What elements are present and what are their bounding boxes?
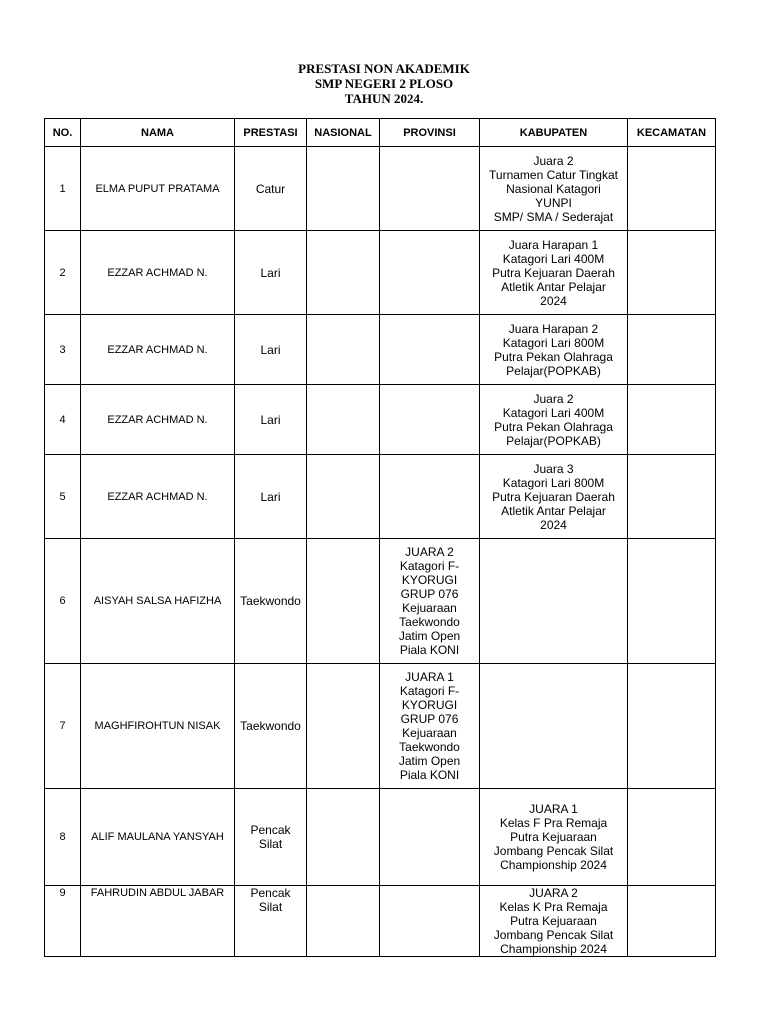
cell-kecamatan — [628, 385, 716, 455]
cell-nama: EZZAR ACHMAD N. — [81, 455, 235, 539]
table-row — [45, 664, 716, 789]
cell-no: 2 — [45, 231, 81, 315]
cell-kecamatan — [628, 147, 716, 231]
cell-kabupaten: Juara Harapan 2 Katagori Lari 800M Putra Pekan Olahraga Pelajar(POPKAB) — [480, 315, 628, 385]
title-line-3: TAHUN 2024. — [344, 91, 424, 106]
cell-nama: FAHRUDIN ABDUL JABAR — [81, 886, 235, 957]
cell-nama: AISYAH SALSA HAFIZHA — [81, 539, 235, 664]
cell-no: 1 — [45, 147, 81, 231]
achievements-table — [44, 118, 716, 957]
cell-nasional — [307, 315, 380, 385]
cell-nama: EZZAR ACHMAD N. — [81, 231, 235, 315]
col-header-provinsi: PROVINSI — [380, 119, 480, 147]
cell-provinsi — [380, 147, 480, 231]
cell-kabupaten — [480, 539, 628, 664]
cell-provinsi — [380, 315, 480, 385]
table-row — [45, 886, 716, 957]
cell-no: 5 — [45, 455, 81, 539]
cell-prestasi: Catur — [235, 147, 307, 231]
document-title — [0, 61, 768, 106]
cell-kabupaten: Juara 3 Katagori Lari 800M Putra Kejuaran Daerah Atletik Antar Pelajar 2024 — [480, 455, 628, 539]
col-header-nama: NAMA — [81, 119, 235, 147]
cell-no: 6 — [45, 539, 81, 664]
cell-nama: ELMA PUPUT PRATAMA — [81, 147, 235, 231]
table-row — [45, 231, 716, 315]
table-row — [45, 789, 716, 886]
cell-kabupaten — [480, 664, 628, 789]
cell-kecamatan — [628, 315, 716, 385]
cell-kecamatan — [628, 664, 716, 789]
cell-kabupaten: Juara 2 Turnamen Catur Tingkat Nasional Katagori YUNPI SMP/ SMA / Sederajat — [480, 147, 628, 231]
cell-prestasi: Lari — [235, 455, 307, 539]
cell-kecamatan — [628, 455, 716, 539]
cell-no: 4 — [45, 385, 81, 455]
col-header-prestasi: PRESTASI — [235, 119, 307, 147]
cell-nasional — [307, 539, 380, 664]
col-header-kecamatan: KECAMATAN — [628, 119, 716, 147]
cell-nasional — [307, 231, 380, 315]
cell-nasional — [307, 455, 380, 539]
cell-kabupaten: Juara 2 Katagori Lari 400M Putra Pekan Olahraga Pelajar(POPKAB) — [480, 385, 628, 455]
cell-prestasi: Lari — [235, 385, 307, 455]
table-header-row — [45, 119, 716, 147]
col-header-nasional: NASIONAL — [307, 119, 380, 147]
table-row — [45, 147, 716, 231]
cell-provinsi — [380, 789, 480, 886]
cell-kabupaten: JUARA 1 Kelas F Pra Remaja Putra Kejuaraan Jombang Pencak Silat Championship 2024 — [480, 789, 628, 886]
cell-provinsi — [380, 455, 480, 539]
cell-nasional — [307, 789, 380, 886]
cell-nasional — [307, 886, 380, 957]
cell-prestasi: Lari — [235, 315, 307, 385]
cell-provinsi — [380, 886, 480, 957]
cell-nasional — [307, 147, 380, 231]
cell-no: 9 — [45, 886, 81, 957]
cell-kabupaten: JUARA 2 Kelas K Pra Remaja Putra Kejuaraan Jombang Pencak Silat Championship 2024 — [480, 886, 628, 957]
cell-nama: ALIF MAULANA YANSYAH — [81, 789, 235, 886]
cell-kecamatan — [628, 539, 716, 664]
cell-nasional — [307, 385, 380, 455]
table-row — [45, 539, 716, 664]
cell-kecamatan — [628, 886, 716, 957]
cell-prestasi: Pencak Silat — [235, 789, 307, 886]
cell-kabupaten: Juara Harapan 1 Katagori Lari 400M Putra Kejuaran Daerah Atletik Antar Pelajar 2024 — [480, 231, 628, 315]
col-header-no: NO. — [45, 119, 81, 147]
cell-provinsi: JUARA 2 Katagori F- KYORUGI GRUP 076 Kejuaraan Taekwondo Jatim Open Piala KONI — [380, 539, 480, 664]
cell-prestasi: Taekwondo — [235, 664, 307, 789]
table-row — [45, 455, 716, 539]
cell-provinsi — [380, 231, 480, 315]
cell-provinsi: JUARA 1 Katagori F- KYORUGI GRUP 076 Kejuaraan Taekwondo Jatim Open Piala KONI — [380, 664, 480, 789]
cell-provinsi — [380, 385, 480, 455]
table-row — [45, 385, 716, 455]
cell-kecamatan — [628, 231, 716, 315]
title-line-2: SMP NEGERI 2 PLOSO — [314, 76, 454, 91]
cell-no: 3 — [45, 315, 81, 385]
cell-no: 7 — [45, 664, 81, 789]
cell-nasional — [307, 664, 380, 789]
cell-prestasi: Pencak Silat — [235, 886, 307, 957]
table-row — [45, 315, 716, 385]
title-line-1: PRESTASI NON AKADEMIK — [298, 61, 470, 76]
cell-nama: EZZAR ACHMAD N. — [81, 315, 235, 385]
col-header-kabupaten: KABUPATEN — [480, 119, 628, 147]
cell-nama: MAGHFIROHTUN NISAK — [81, 664, 235, 789]
cell-nama: EZZAR ACHMAD N. — [81, 385, 235, 455]
cell-prestasi: Taekwondo — [235, 539, 307, 664]
cell-prestasi: Lari — [235, 231, 307, 315]
cell-no: 8 — [45, 789, 81, 886]
cell-kecamatan — [628, 789, 716, 886]
